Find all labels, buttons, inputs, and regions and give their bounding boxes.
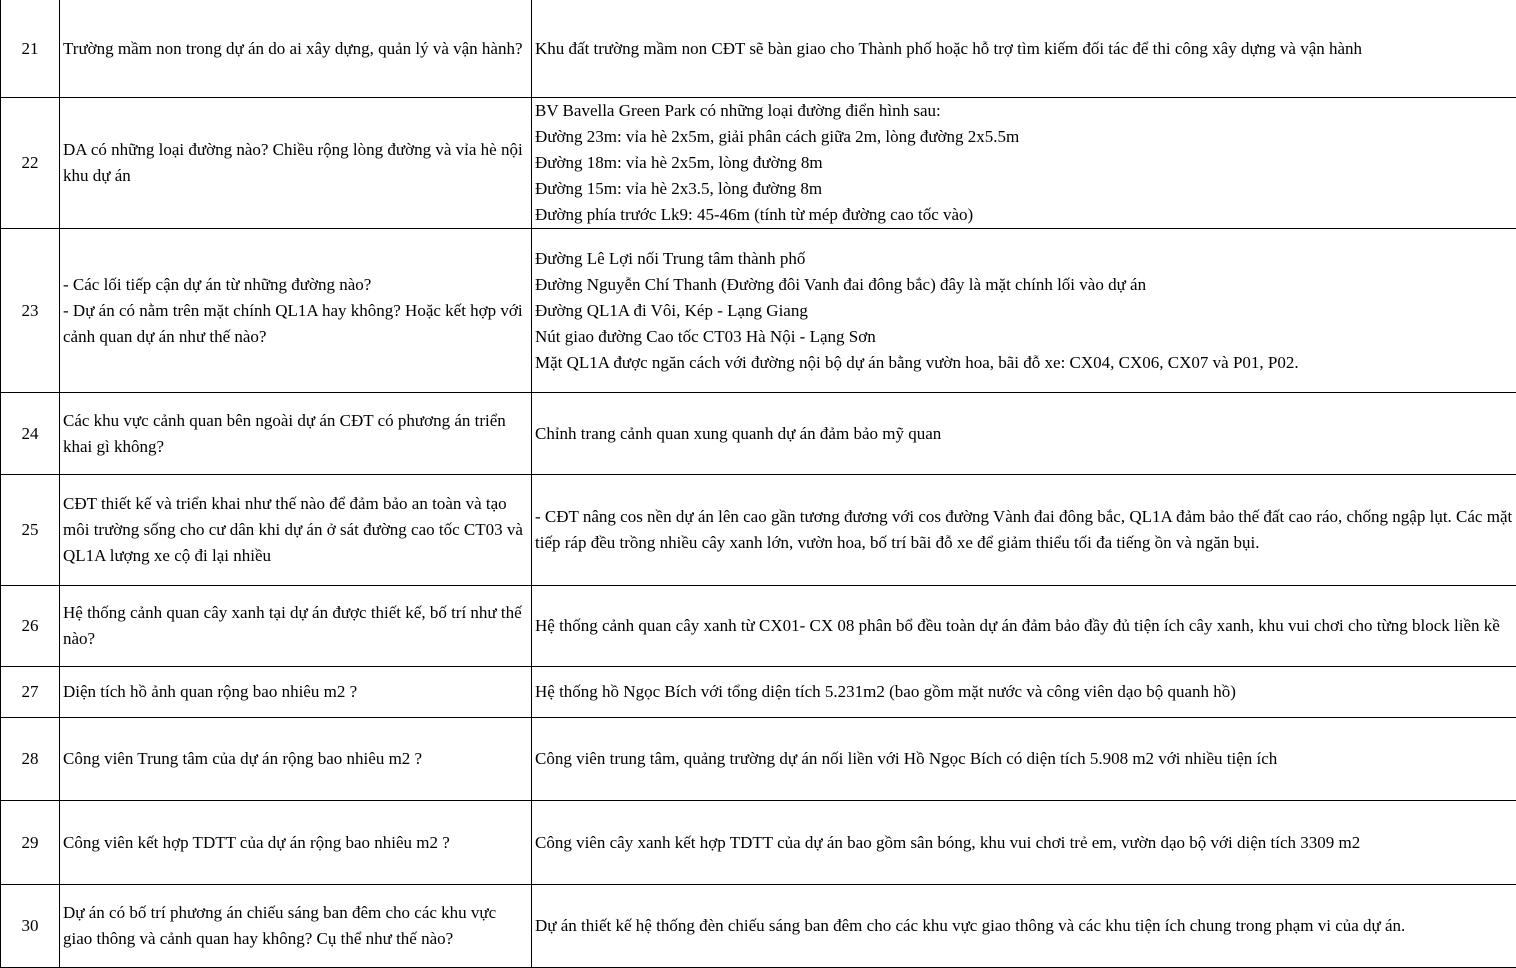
answer-line: Đường QL1A đi Vôi, Kép - Lạng Giang xyxy=(535,298,1513,324)
answer-line: Công viên trung tâm, quảng trường dự án nối liền với Hồ Ngọc Bích có diện tích 5.908 m2 với nhiều tiện ích xyxy=(535,746,1513,772)
row-number: 27 xyxy=(1,667,60,718)
answer-line: Đường phía trước Lk9: 45-46m (tính từ mép đường cao tốc vào) xyxy=(535,202,1513,228)
question-cell: Các khu vực cảnh quan bên ngoài dự án CĐT có phương án triển khai gì không? xyxy=(60,393,532,475)
row-number: 25 xyxy=(1,475,60,586)
question-cell: Hệ thống cảnh quan cây xanh tại dự án được thiết kế, bố trí như thế nào? xyxy=(60,586,532,667)
answer-line: - CĐT nâng cos nền dự án lên cao gần tương đương với cos đường Vành đai đông bắc, QL1A đảm bảo thế đất cao ráo, chống ngập lụt. Các mặt tiếp ráp đều trồng nhiều cây xanh lớn, vườn hoa, bố trí bãi đỗ xe để giảm thiểu tối đa tiếng ồn và ngăn bụi. xyxy=(535,504,1513,556)
answer-cell xyxy=(532,667,1516,718)
answer-line: Đường 23m: vỉa hè 2x5m, giải phân cách giữa 2m, lòng đường 2x5.5m xyxy=(535,124,1513,150)
answer-cell xyxy=(532,801,1516,885)
row-number: 30 xyxy=(1,885,60,968)
question-cell: - Các lối tiếp cận dự án từ những đường nào? - Dự án có nằm trên mặt chính QL1A hay không? Hoặc kết hợp với cảnh quan dự án như thế nào? xyxy=(60,229,532,393)
answer-cell xyxy=(532,393,1516,475)
answer-line: Chỉnh trang cảnh quan xung quanh dự án đảm bảo mỹ quan xyxy=(535,421,1513,447)
answer-cell xyxy=(532,718,1516,801)
answer-line: Đường Nguyễn Chí Thanh (Đường đôi Vanh đai đông bắc) đây là mặt chính lối vào dự án xyxy=(535,272,1513,298)
question-cell: Công viên Trung tâm của dự án rộng bao nhiêu m2 ? xyxy=(60,718,532,801)
question-cell: Trường mầm non trong dự án do ai xây dựng, quản lý và vận hành? xyxy=(60,0,532,98)
answer-line: Công viên cây xanh kết hợp TDTT của dự án bao gồm sân bóng, khu vui chơi trẻ em, vườn dạo bộ với diện tích 3309 m2 xyxy=(535,830,1513,856)
question-cell: Diện tích hồ ảnh quan rộng bao nhiêu m2 ? xyxy=(60,667,532,718)
answer-line: Hệ thống cảnh quan cây xanh từ CX01- CX 08 phân bổ đều toàn dự án đảm bảo đầy đủ tiện ích cây xanh, khu vui chơi cho từng block liền kề xyxy=(535,613,1513,639)
table-row xyxy=(1,885,1516,968)
answer-cell xyxy=(532,475,1516,586)
answer-line: Dự án thiết kế hệ thống đèn chiếu sáng ban đêm cho các khu vực giao thông và các khu tiện ích chung trong phạm vi của dự án. xyxy=(535,913,1513,939)
answer-line: BV Bavella Green Park có những loại đường điển hình sau: xyxy=(535,98,1513,124)
table-row xyxy=(1,801,1516,885)
answer-cell xyxy=(532,586,1516,667)
table-row xyxy=(1,98,1516,229)
table-row xyxy=(1,0,1516,98)
answer-line: Khu đất trường mầm non CĐT sẽ bàn giao cho Thành phố hoặc hỗ trợ tìm kiếm đối tác để thi công xây dựng và vận hành xyxy=(535,36,1513,62)
row-number: 21 xyxy=(1,0,60,98)
row-number: 29 xyxy=(1,801,60,885)
question-cell: Công viên kết hợp TDTT của dự án rộng bao nhiêu m2 ? xyxy=(60,801,532,885)
answer-line: Đường Lê Lợi nối Trung tâm thành phố xyxy=(535,246,1513,272)
row-number: 26 xyxy=(1,586,60,667)
answer-cell xyxy=(532,98,1516,229)
table-row xyxy=(1,475,1516,586)
question-cell: CĐT thiết kế và triển khai như thế nào để đảm bảo an toàn và tạo môi trường sống cho cư dân khi dự án ở sát đường cao tốc CT03 và QL1A lượng xe cộ đi lại nhiều xyxy=(60,475,532,586)
table-row xyxy=(1,718,1516,801)
table-row xyxy=(1,667,1516,718)
answer-line: Đường 15m: vỉa hè 2x3.5, lòng đường 8m xyxy=(535,176,1513,202)
table-row xyxy=(1,586,1516,667)
answer-line: Hệ thống hồ Ngọc Bích với tổng diện tích 5.231m2 (bao gồm mặt nước và công viên dạo bộ quanh hồ) xyxy=(535,679,1513,705)
answer-line: Nút giao đường Cao tốc CT03 Hà Nội - Lạng Sơn xyxy=(535,324,1513,350)
row-number: 23 xyxy=(1,229,60,393)
answer-cell xyxy=(532,885,1516,968)
question-cell: Dự án có bố trí phương án chiếu sáng ban đêm cho các khu vực giao thông và cảnh quan hay không? Cụ thể như thế nào? xyxy=(60,885,532,968)
row-number: 22 xyxy=(1,98,60,229)
answer-line: Mặt QL1A được ngăn cách với đường nội bộ dự án bằng vườn hoa, bãi đỗ xe: CX04, CX06, CX07 và P01, P02. xyxy=(535,350,1513,376)
row-number: 24 xyxy=(1,393,60,475)
table-row xyxy=(1,393,1516,475)
answer-line: Đường 18m: vỉa hè 2x5m, lòng đường 8m xyxy=(535,150,1513,176)
answer-cell xyxy=(532,229,1516,393)
answer-cell xyxy=(532,0,1516,98)
row-number: 28 xyxy=(1,718,60,801)
table-row xyxy=(1,229,1516,393)
question-cell: DA có những loại đường nào? Chiều rộng lòng đường và vỉa hè nội khu dự án xyxy=(60,98,532,229)
